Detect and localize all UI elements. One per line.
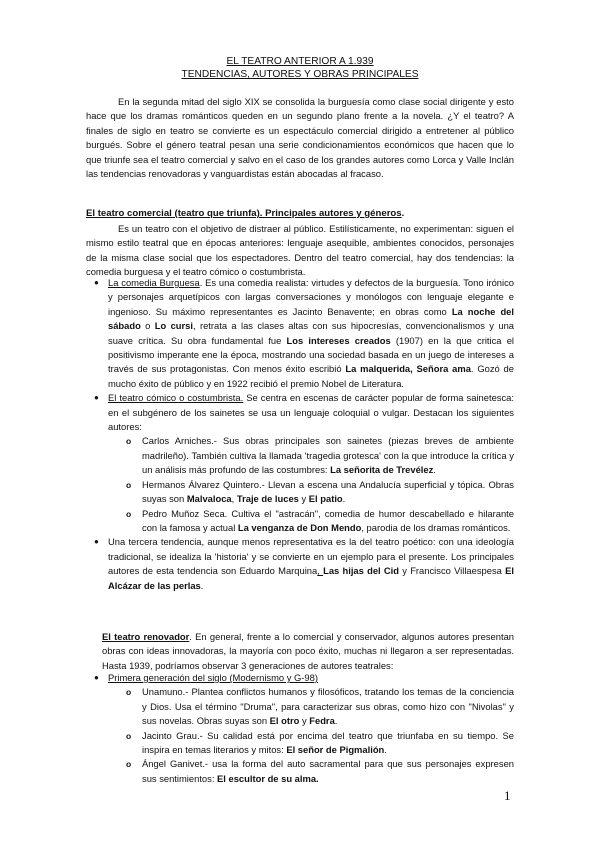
- primera-generacion-authors: [108, 685, 514, 786]
- unamuno-text-3: .: [334, 715, 338, 727]
- author-jacinto-grau: [142, 729, 514, 758]
- renovador-list: [108, 671, 514, 786]
- comedia-burguesa-text-5: . Gozó de mucho éxito de público y en 1922 recibió el premio Nobel de Literatura.: [108, 363, 514, 389]
- comedia-burguesa-text-1: . Es una comedia realista: virtudes y defectos de la burguesía. Tono irónico y personajes arquetípicos con largas conversaciones y monólogos con lenguaje elegante e ingenioso. Su máximo representantes es Jacinto Benavente; en obras como: [108, 277, 514, 317]
- work-la-malquerida: La malquerida, Señora ama: [345, 363, 471, 375]
- comercial-list: [108, 276, 514, 593]
- comercial-intro-paragraph: Es un teatro con el objetivo de distraer al público. Estilísticamente, no experimentan: siguen el mismo estilo teatral que en épocas anteriores: lenguaje asequible, ambientes conocidos, personajes de la misma clase social que los espectadores. Dentro del teatro comercial, hay dos tendencias: la comedia burguesa y el teatro cómico o costumbrista.: [86, 223, 514, 278]
- author-alvarez-quintero: [142, 478, 514, 507]
- work-los-intereses-creados: Los intereses creados: [286, 334, 391, 346]
- page-number: 1: [504, 788, 511, 803]
- comedia-burguesa-label: La comedia Burguesa: [108, 277, 200, 288]
- work-la-senorita-de-trevelez: La señorita de Trevélez: [330, 464, 434, 476]
- author-unamuno: [142, 685, 514, 728]
- renovador-heading: El teatro renovador: [102, 631, 190, 642]
- comedia-burguesa-text-4: (1907) en la que critica el positivismo imperante ene la época, mostrando una sociedad basada en un juego de intereses a través de sus protagonistas. Con menos éxito escribió: [108, 334, 514, 375]
- list-item-comedia-burguesa: [108, 276, 514, 391]
- tercera-separator: ,: [317, 565, 324, 577]
- seca-text-2: , parodia de los dramas románticos.: [361, 521, 511, 533]
- work-el-patio: El patio: [308, 493, 343, 505]
- teatro-comico-text: Se centra en escenas de carácter popular de forma sainetesca: en el subgénero de los sainetes se usa un lenguaje coloquial o vulgar. Destacan los siguientes autores:: [108, 392, 514, 433]
- primera-generacion-label: Primera generación del siglo (Modernismo y G-98): [108, 672, 318, 683]
- renovador-paragraph: [102, 630, 514, 673]
- tercera-text-3: .: [200, 579, 204, 591]
- ganivet-text-1: Ángel Ganivet.- usa la forma del auto sacramental para que sus personajes expresen sus sentimientos:: [142, 758, 514, 784]
- comedia-burguesa-text-3: , retrata a las clases altas con sus hipocresías, convencionalismos y una suave crítica. Su obra fundamental fue: [108, 320, 514, 346]
- grau-text-1: Jacinto Grau.- Su calidad está por encima del teatro que triunfaba en su tiempo. Se inspira en temas literarios y mitos:: [142, 729, 514, 756]
- author-munoz-seca: [142, 507, 514, 536]
- renovador-text: . En general, frente a lo comercial y conservador, algunos autores presentan obras con ideas innovadoras, la mayoría con poco éxito, muchas ni llegaron a ser representadas. Hasta 1939, podríamos observar 3 generaciones de autores teatrales:: [102, 631, 514, 671]
- comico-authors-list: [108, 434, 514, 535]
- work-el-alcazar-de-las-perlas: El Alcázar de las perlas: [108, 565, 514, 591]
- teatro-comico-label: El teatro cómico o costumbrista.: [108, 392, 244, 404]
- comercial-heading: [86, 207, 404, 220]
- comercial-heading-period: .: [401, 208, 405, 219]
- comedia-burguesa-text-2: o: [140, 320, 155, 332]
- tercera-text-2: y Francisco Villaespesa: [399, 565, 506, 577]
- quintero-text-1: Hermanos Álvarez Quintero.- Llevan a escena una Andalucía superficial y tópica. Obras suyas son: [142, 478, 514, 505]
- unamuno-text-2: y: [299, 715, 310, 727]
- work-el-escultor-de-su-alma: El escultor de su alma.: [217, 772, 319, 784]
- work-el-senor-de-pigmalion: El señor de Pigmalión: [286, 744, 385, 756]
- work-malvaloca: Malvaloca: [186, 493, 232, 505]
- work-lo-cursi: Lo cursi: [154, 320, 193, 332]
- seca-text-1: Pedro Muñoz Seca. Cultiva el "astracán", comedia de humor descabellado e hilarante con la famosa y actual: [142, 507, 514, 533]
- comercial-heading-text: El teatro comercial (teatro que triunfa). Principales autores y géneros: [86, 208, 402, 219]
- list-item-teatro-comico: [108, 391, 514, 535]
- unamuno-text-1: Unamuno.- Plantea conflictos humanos y filosóficos, tratando los temas de la conciencia y Dios. Usa el término "Druma", para caracterizar sus obras, como hizo con "Nivolas" y sus novelas. Obras suyas son: [142, 686, 514, 727]
- author-angel-ganivet: [142, 757, 514, 786]
- list-item-primera-generacion: [108, 671, 514, 786]
- author-arniches: [142, 434, 514, 477]
- quintero-text-2: ,: [231, 493, 237, 505]
- work-las-hijas-del-cid: Las hijas del Cid: [323, 565, 400, 577]
- work-fedra: Fedra: [309, 715, 335, 727]
- quintero-text-4: .: [342, 493, 346, 505]
- work-el-otro: El otro: [269, 715, 300, 727]
- title-line-2: TENDENCIAS, AUTORES Y OBRAS PRINCIPALES: [181, 69, 419, 80]
- arniches-text-1: Carlos Arniches.- Sus obras principales son sainetes (piezas breves de ambiente madrileño). También cultiva la llamada 'tragedia grotesca' con la que introduce la crítica y un análisis más profundo de las costumbres:: [142, 435, 514, 476]
- arniches-text-2: .: [433, 464, 436, 476]
- list-item-teatro-poetico: [108, 535, 514, 593]
- intro-paragraph: En la segunda mitad del siglo XIX se consolida la burguesía como clase social dirigente y esto hace que los dramas románticos queden en un segundo plano frente a la novela. ¿Y el teatro? A finales de siglo en teatro se convierte es un espectáculo comercial dirigido a entretener al público burgués. Sobre el género teatral pesan una serie condicionamientos económicos que hacen que lo que triunfe sea el teatro comercial y salvo en el caso de los grandes autores como Lorca y Valle Inclán las tendencias renovadoras y vanguardistas están abocadas al fracaso.: [86, 96, 514, 180]
- tercera-text-1: Una tercera tendencia, aunque menos representativa es la del teatro poético: con una ideología tradicional, se idealiza la 'historia' y se convierte en un ejemplo para el presente. Los principales autores de esta tendencia son Eduardo Marquina: [108, 536, 514, 577]
- work-la-venganza-de-don-mendo: La venganza de Don Mendo: [237, 521, 362, 533]
- work-la-noche-del-sabado: La noche del sábado: [108, 305, 514, 332]
- title-line-1: EL TEATRO ANTERIOR A 1.939: [226, 56, 374, 67]
- work-traje-de-luces: Traje de luces: [236, 493, 299, 505]
- grau-text-2: .: [384, 744, 387, 756]
- quintero-text-3: y: [298, 493, 309, 505]
